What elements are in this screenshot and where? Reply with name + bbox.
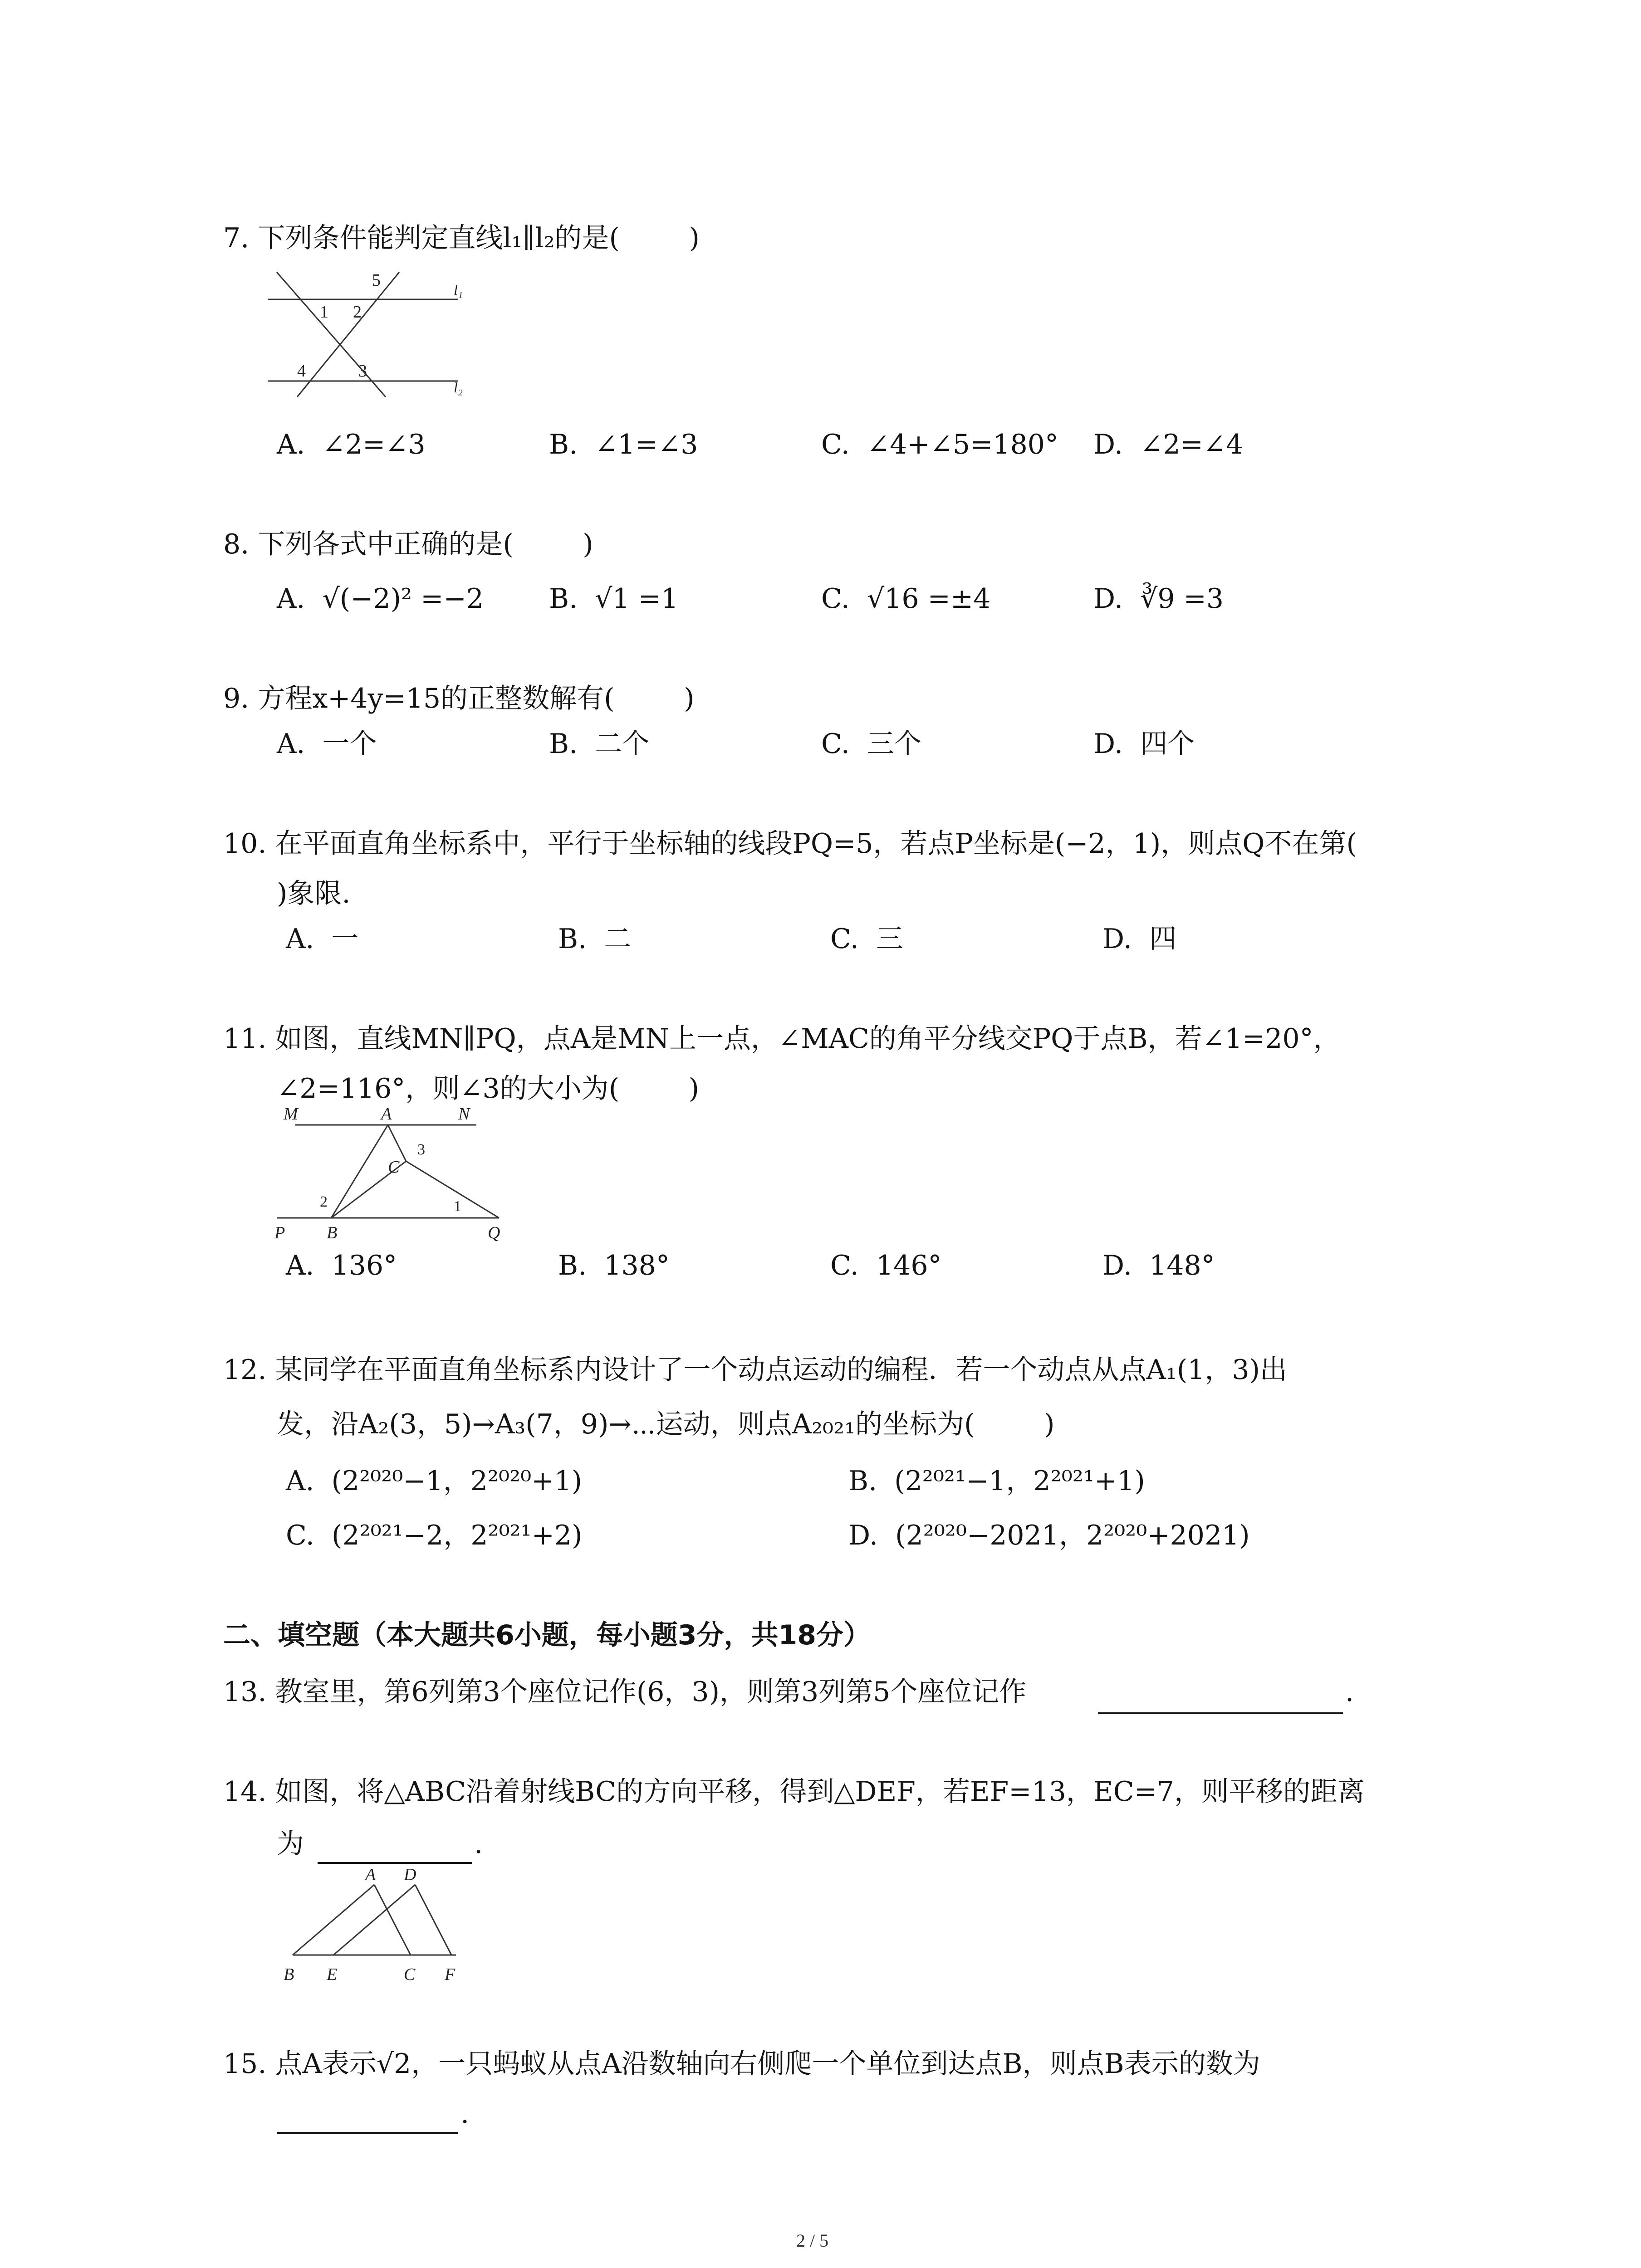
q9-option-b[interactable]: B. 二个 <box>549 728 650 760</box>
q7-option-c[interactable]: C. ∠4+∠5=180° <box>821 429 1058 460</box>
q11-point-m-label: M <box>284 1105 298 1124</box>
q11-angle-1-label: 1 <box>454 1198 461 1215</box>
q14-point-d-label: D <box>404 1865 416 1884</box>
q11-angle-3-label: 3 <box>417 1141 425 1158</box>
q7-line-l1-label: l₁ <box>454 282 463 298</box>
q15-answer-blank[interactable] <box>277 2132 458 2134</box>
q9-option-c[interactable]: C. 三个 <box>821 728 921 760</box>
q8-option-a[interactable]: A. √(−2)² =−2 <box>277 583 484 615</box>
q8-option-d[interactable]: D. ∛9 =3 <box>1093 583 1224 615</box>
q13-answer-blank[interactable] <box>1098 1712 1343 1714</box>
q7-line-l2-label: l₂ <box>454 379 463 396</box>
q11-point-a-label: A <box>381 1105 392 1124</box>
q13-stem: 13. 教室里，第6列第3个座位记作(6，3)，则第3列第5个座位记作 <box>223 1676 1027 1708</box>
q11-point-c-label: C <box>388 1158 400 1177</box>
q7-angle-1-label: 1 <box>320 303 328 322</box>
q11-figure <box>272 1102 526 1243</box>
section-2-title: 二、填空题（本大题共6小题，每小题3分，共18分） <box>223 1619 871 1651</box>
q10-option-c[interactable]: C. 三 <box>830 923 903 955</box>
q15-stem: 15. 点A表示√2，一只蚂蚁从点A沿数轴向右侧爬一个单位到达点B，则点B表示的数为 <box>223 2048 1260 2080</box>
q9-option-a[interactable]: A. 一个 <box>277 728 377 760</box>
q12-option-a[interactable]: A. (2²⁰²⁰−1，2²⁰²⁰+1) <box>286 1465 583 1497</box>
q11-option-c[interactable]: C. 146° <box>830 1250 942 1281</box>
q8-stem: 8. 下列各式中正确的是( ) <box>223 528 593 560</box>
q9-option-d[interactable]: D. 四个 <box>1093 728 1195 760</box>
q8-option-b[interactable]: B. √1 =1 <box>549 583 679 615</box>
q14-point-a-label: A <box>365 1865 376 1884</box>
q7-stem: 7. 下列条件能判定直线l₁∥l₂的是( ) <box>223 222 700 254</box>
q10-stem-line2: )象限. <box>277 878 351 909</box>
q10-stem-line1: 10. 在平面直角坐标系中，平行于坐标轴的线段PQ=5，若点P坐标是(−2，1)，则点Q不在第( <box>223 828 1357 860</box>
q14-figure <box>274 1864 474 1987</box>
q12-option-b[interactable]: B. (2²⁰²¹−1，2²⁰²¹+1) <box>848 1465 1145 1497</box>
q11-option-a[interactable]: A. 136° <box>286 1250 397 1281</box>
q11-angle-2-label: 2 <box>320 1193 328 1210</box>
q12-option-d[interactable]: D. (2²⁰²⁰−2021，2²⁰²⁰+2021) <box>848 1520 1250 1551</box>
q11-stem-line1: 11. 如图，直线MN∥PQ，点A是MN上一点，∠MAC的角平分线交PQ于点B，若∠1=20°， <box>223 1023 1341 1055</box>
q14-point-c-label: C <box>404 1965 416 1984</box>
q7-angle-3-label: 3 <box>358 362 367 381</box>
q11-point-p-label: P <box>274 1223 285 1242</box>
q9-stem: 9. 方程x+4y=15的正整数解有( ) <box>223 683 695 714</box>
q14-answer-blank[interactable] <box>318 1862 472 1864</box>
q14-stem-line1: 14. 如图，将△ABC沿着射线BC的方向平移，得到△DEF，若EF=13，EC=7，则平移的距离 <box>223 1776 1365 1808</box>
q12-option-c[interactable]: C. (2²⁰²¹−2，2²⁰²¹+2) <box>286 1520 583 1551</box>
q7-figure <box>263 268 476 399</box>
q13-tail: . <box>1345 1676 1354 1708</box>
q11-point-q-label: Q <box>488 1223 500 1242</box>
q14-point-f-label: F <box>445 1965 456 1984</box>
q7-option-d[interactable]: D. ∠2=∠4 <box>1093 429 1244 460</box>
q11-point-b-label: B <box>327 1223 338 1242</box>
q11-stem-line2: ∠2=116°，则∠3的大小为( ) <box>277 1073 700 1105</box>
q7-option-b[interactable]: B. ∠1=∠3 <box>549 429 698 460</box>
q10-option-a[interactable]: A. 一 <box>286 923 359 955</box>
q15-tail: . <box>460 2098 470 2130</box>
q7-angle-5-label: 5 <box>372 271 381 290</box>
q14-point-e-label: E <box>327 1965 338 1984</box>
q11-option-d[interactable]: D. 148° <box>1102 1250 1215 1281</box>
q7-option-a[interactable]: A. ∠2=∠3 <box>277 429 426 460</box>
q14-point-b-label: B <box>284 1965 294 1984</box>
q11-option-b[interactable]: B. 138° <box>558 1250 670 1281</box>
q12-stem-line1: 12. 某同学在平面直角坐标系内设计了一个动点运动的编程．若一个动点从点A₁(1，3)出 <box>223 1354 1288 1386</box>
q14-tail: . <box>474 1828 483 1860</box>
q10-option-d[interactable]: D. 四 <box>1102 923 1177 955</box>
q11-point-n-label: N <box>458 1105 470 1124</box>
q8-option-c[interactable]: C. √16 =±4 <box>821 583 991 615</box>
page-number: 2 / 5 <box>796 2230 829 2251</box>
q12-stem-line2: 发，沿A₂(3，5)→A₃(7，9)→⋯运动，则点A₂₀₂₁的坐标为( ) <box>277 1408 1055 1440</box>
q7-angle-4-label: 4 <box>297 362 306 381</box>
q14-stem-line2: 为 <box>277 1828 304 1860</box>
q10-option-b[interactable]: B. 二 <box>558 923 632 955</box>
q7-angle-2-label: 2 <box>353 303 362 322</box>
